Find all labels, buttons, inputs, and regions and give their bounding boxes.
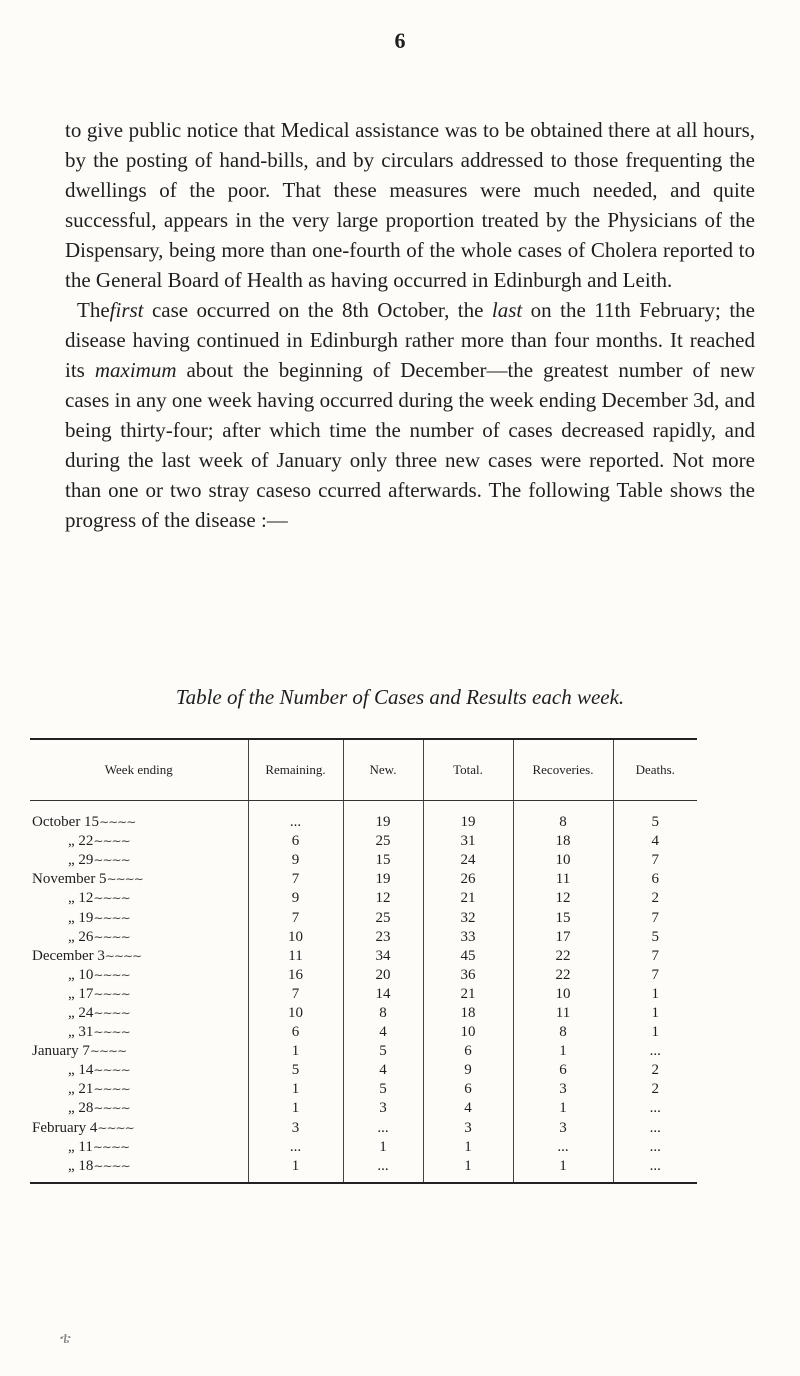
table-row [30,1061,697,1080]
paragraph-2 [65,295,755,535]
cell-total: 19 [423,801,513,833]
cell-week-ending: „ 31∼∼∼∼ [68,1024,130,1041]
table-row [30,889,697,908]
table-row [30,1138,697,1157]
cell-deaths: 2 [613,1080,697,1099]
cell-total: 4 [423,1099,513,1118]
cell-week-ending: October 15∼∼∼∼ [32,814,136,831]
cell-deaths: 7 [613,966,697,985]
cell-total: 9 [423,1061,513,1080]
cell-week-ending: „ 26∼∼∼∼ [68,928,130,945]
cell-week-ending: „ 17∼∼∼∼ [68,985,130,1002]
emphasis-maximum: maximum [94,358,177,382]
table-row [30,1004,697,1023]
table-row [30,1099,697,1118]
cell-total: 36 [423,966,513,985]
paragraph-1: to give public notice that Medical assistance was to be obtained there at all hours, by the posting of hand-bills, and by circulars addressed to those frequenting the dwellings of the poor. That these measures were much needed, and quite successful, appears in the very large proportion treated by the Physicians of the Dispensary, being more than one-fourth of the whole cases of Cholera reported to the General Board of Health as having occurred in Edinburgh and Leith. [65,118,755,292]
table-row [30,801,697,833]
header-new: New. [343,740,423,801]
table-caption: Table of the Number of Cases and Results each week. [175,685,625,709]
cell-remaining: 1 [248,1157,343,1182]
cell-remaining: 1 [248,1099,343,1118]
cell-deaths: ... [613,1138,697,1157]
cell-deaths: 5 [613,928,697,947]
table-row [30,832,697,851]
cell-remaining: 9 [248,851,343,870]
cell-new: 8 [343,1004,423,1023]
cell-week-ending: „ 29∼∼∼∼ [68,852,130,869]
cell-deaths: 2 [613,889,697,908]
week-ending-label: February 4 [32,1119,98,1136]
cell-new: 23 [343,928,423,947]
cell-new: ... [343,1119,423,1138]
cell-week-ending: December 3∼∼∼∼ [32,947,142,964]
week-ending-label: „ 12 [68,890,94,907]
cell-deaths: 1 [613,1023,697,1042]
cell-recoveries: 8 [513,1023,613,1042]
cell-total: 6 [423,1042,513,1061]
cell-recoveries: 17 [513,928,613,947]
paragraph-2-part-a: case occurred on the 8th October, the [143,298,492,322]
table-row [30,908,697,927]
cell-remaining: ... [248,801,343,833]
week-ending-label: December 3 [32,947,105,964]
cell-new: 14 [343,985,423,1004]
cell-remaining: 6 [248,832,343,851]
cell-recoveries: 11 [513,870,613,889]
cell-deaths: 4 [613,832,697,851]
week-ending-label: „ 26 [68,928,94,945]
cell-new: 15 [343,851,423,870]
week-ending-label: „ 11 [68,1138,93,1155]
emphasis-last: last [491,298,523,322]
cell-deaths: ... [613,1119,697,1138]
cell-new: 20 [343,966,423,985]
header-deaths: Deaths. [613,740,697,801]
cell-week-ending: „ 19∼∼∼∼ [68,909,130,926]
cell-total: 31 [423,832,513,851]
cell-deaths: ... [613,1099,697,1118]
cell-new: 3 [343,1099,423,1118]
header-recoveries: Recoveries. [513,740,613,801]
cell-deaths: 2 [613,1061,697,1080]
cell-remaining: 11 [248,947,343,966]
cell-total: 45 [423,947,513,966]
table-header-row [30,740,697,801]
cell-new: 19 [343,870,423,889]
week-ending-label: „ 29 [68,852,94,869]
cell-remaining: 10 [248,1004,343,1023]
cell-week-ending: „ 11∼∼∼∼ [68,1138,130,1155]
cell-remaining: 5 [248,1061,343,1080]
cell-recoveries: 10 [513,851,613,870]
cell-week-ending: „ 24∼∼∼∼ [68,1004,130,1021]
cell-recoveries: 22 [513,947,613,966]
cell-recoveries: 8 [513,801,613,833]
cell-week-ending: „ 28∼∼∼∼ [68,1100,130,1117]
cell-new: ... [343,1157,423,1182]
week-ending-label: „ 10 [68,966,94,983]
table-row [30,870,697,889]
week-ending-label: „ 22 [68,833,94,850]
cell-recoveries: 1 [513,1157,613,1182]
cell-remaining: 3 [248,1119,343,1138]
cell-new: 5 [343,1080,423,1099]
cell-recoveries: 15 [513,908,613,927]
cell-total: 32 [423,908,513,927]
cell-new: 25 [343,908,423,927]
table-row [30,1023,697,1042]
cell-recoveries: 1 [513,1042,613,1061]
cell-recoveries: ... [513,1138,613,1157]
cell-recoveries: 1 [513,1099,613,1118]
cell-deaths: 1 [613,1004,697,1023]
cell-week-ending: „ 18∼∼∼∼ [68,1157,130,1174]
cell-recoveries: 11 [513,1004,613,1023]
table-row [30,1157,697,1182]
cell-total: 24 [423,851,513,870]
cell-recoveries: 12 [513,889,613,908]
table-row [30,966,697,985]
table-row [30,928,697,947]
cell-new: 4 [343,1023,423,1042]
cell-recoveries: 22 [513,966,613,985]
cell-total: 21 [423,985,513,1004]
header-week-ending: Week ending [30,740,248,801]
cell-deaths: ... [613,1157,697,1182]
cell-remaining: 9 [248,889,343,908]
table-row [30,851,697,870]
cell-recoveries: 10 [513,985,613,1004]
week-ending-label: November 5 [32,871,107,888]
cell-week-ending: „ 12∼∼∼∼ [68,890,130,907]
cell-week-ending: November 5∼∼∼∼ [32,871,143,888]
cell-new: 5 [343,1042,423,1061]
cell-new: 12 [343,889,423,908]
emphasis-first: first [109,298,144,322]
cell-week-ending: February 4∼∼∼∼ [32,1119,134,1136]
cell-week-ending: „ 22∼∼∼∼ [68,833,130,850]
paragraph-2-part-c: about the beginning of December—the greatest number of new cases in any one week having occurred during the week ending December 3d, and being thirty-four; after which time the number of cases decreased rapidly, and during the last week of January only three new cases were reported. Not more than one or two stray caseso ccurred afterwards. The following Table shows the progress of the disease :— [65,358,755,532]
cell-total: 6 [423,1080,513,1099]
cell-deaths: ... [613,1042,697,1061]
table-row [30,985,697,1004]
page-number: 6 [394,28,406,53]
cell-week-ending: „ 14∼∼∼∼ [68,1062,130,1079]
cell-total: 18 [423,1004,513,1023]
week-ending-label: „ 14 [68,1062,94,1079]
cell-deaths: 5 [613,801,697,833]
cell-new: 19 [343,801,423,833]
cell-remaining: 7 [248,985,343,1004]
table-body [30,801,697,1182]
paragraph-2-part-b: on the 11th February; the disease having continued in Edinburgh rather more than four months. It reached its [65,298,755,382]
cell-total: 1 [423,1138,513,1157]
week-ending-label: October 15 [32,814,100,831]
body-text [65,115,755,535]
cell-deaths: 7 [613,851,697,870]
cell-deaths: 7 [613,908,697,927]
week-ending-label: January 7 [32,1043,90,1060]
cell-recoveries: 3 [513,1080,613,1099]
cell-new: 25 [343,832,423,851]
table-row [30,1080,697,1099]
cell-recoveries: 18 [513,832,613,851]
paragraph-2-the: The [77,298,110,322]
week-ending-label: „ 17 [68,985,94,1002]
header-remaining: Remaining. [248,740,343,801]
week-ending-label: „ 18 [68,1157,94,1174]
header-total: Total. [423,740,513,801]
week-ending-label: „ 19 [68,909,94,926]
page-mark: ቴ [60,1330,71,1347]
week-ending-label: „ 21 [68,1081,94,1098]
cell-total: 10 [423,1023,513,1042]
cases-table [30,738,697,1184]
cell-deaths: 6 [613,870,697,889]
cell-deaths: 7 [613,947,697,966]
table-row [30,1042,697,1061]
cell-remaining: 10 [248,928,343,947]
cell-total: 26 [423,870,513,889]
cell-remaining: 16 [248,966,343,985]
cell-remaining: 7 [248,908,343,927]
table-row [30,947,697,966]
cell-remaining: 6 [248,1023,343,1042]
cell-total: 3 [423,1119,513,1138]
week-ending-label: „ 28 [68,1100,94,1117]
table-row [30,1119,697,1138]
cell-week-ending: „ 10∼∼∼∼ [68,966,130,983]
cell-new: 4 [343,1061,423,1080]
cell-remaining: ... [248,1138,343,1157]
cell-new: 1 [343,1138,423,1157]
cell-total: 33 [423,928,513,947]
cell-week-ending: January 7∼∼∼∼ [32,1043,127,1060]
cell-remaining: 1 [248,1042,343,1061]
cell-total: 21 [423,889,513,908]
week-ending-label: „ 24 [68,1004,94,1021]
cell-remaining: 1 [248,1080,343,1099]
cell-week-ending: „ 21∼∼∼∼ [68,1081,130,1098]
cell-remaining: 7 [248,870,343,889]
cell-deaths: 1 [613,985,697,1004]
cell-total: 1 [423,1157,513,1182]
cell-new: 34 [343,947,423,966]
week-ending-label: „ 31 [68,1024,94,1041]
cell-recoveries: 3 [513,1119,613,1138]
cell-recoveries: 6 [513,1061,613,1080]
